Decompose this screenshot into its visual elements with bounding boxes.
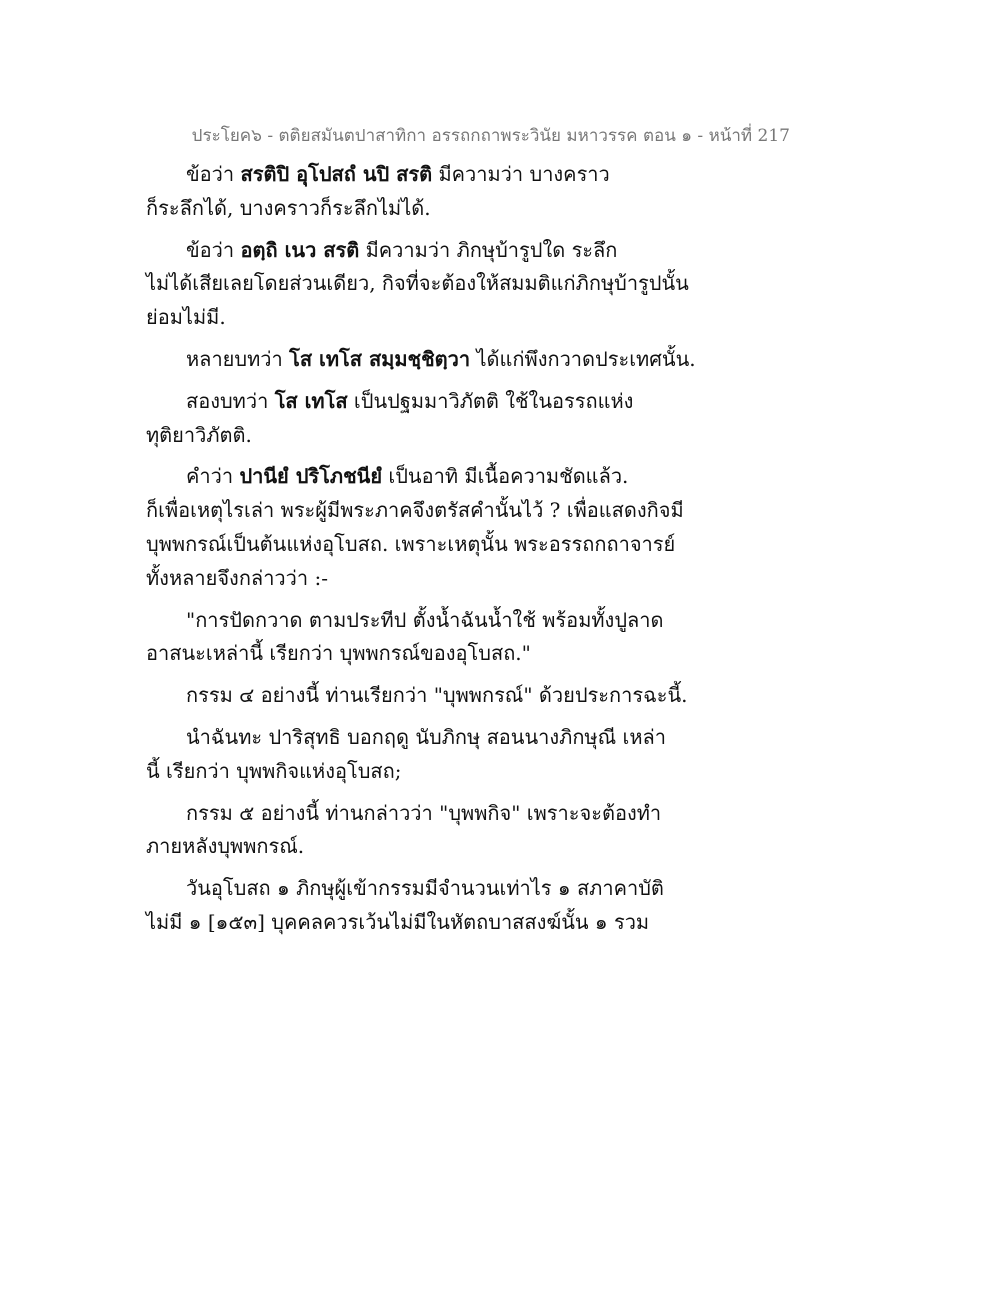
text-line: นำฉันทะ ปาริสุทธิ บอกฤดู นับภิกษุ สอนนางภิกษุณี เหล่า: [186, 724, 667, 749]
text-run: เป็นอาทิ มีเนื้อความชัดแล้ว.: [382, 464, 629, 489]
paragraph: [146, 797, 686, 865]
text-line: บุพพกรณ์เป็นต้นแห่งอุโบสถ. เพราะเหตุนั้น พระอรรถกถาจารย์: [146, 531, 676, 556]
paragraph: [146, 385, 686, 453]
paragraph: [146, 343, 696, 377]
text-run: หลายบทว่า: [186, 346, 290, 371]
text-line: "การปัดกวาด ตามประทีป ตั้งน้ำฉันน้ำใช้ พร้อมทั้งปูลาด: [186, 607, 664, 632]
pali-term: โส เทโส สมฺมชฺชิตฺวา: [289, 346, 471, 371]
text-run: ข้อว่า: [186, 237, 241, 262]
paragraph: [146, 158, 686, 226]
text-line: กรรม ๔ อย่างนี้ ท่านเรียกว่า "บุพพกรณ์" ด้วยประการฉะนี้.: [186, 683, 688, 708]
text-line: วันอุโบสถ ๑ ภิกษุผู้เข้ากรรมมีจำนวนเท่าไร ๑ สภาคาบัติ: [186, 876, 664, 901]
paragraph: [146, 721, 686, 789]
text-line: นี้ เรียกว่า บุพพกิจแห่งอุโบสถ;: [146, 758, 402, 783]
text-line: ทั้งหลายจึงกล่าวว่า :-: [146, 565, 328, 590]
pali-term: สรติปิ อุโปสถํ นปิ สรติ: [240, 162, 433, 186]
text-line: ภายหลังบุพพกรณ์.: [146, 834, 305, 859]
paragraph: [146, 234, 689, 335]
text-line: ไม่ได้เสียเลยโดยส่วนเดียว, กิจที่จะต้องให้สมมติแก่ภิกษุบ้ารูปนั้น: [146, 271, 689, 296]
text-line: ไม่มี ๑ [๑๕๓] บุคคลควรเว้นไม่มีในหัตถบาสสงฆ์นั้น ๑ รวม: [146, 909, 650, 934]
paragraph: [146, 679, 686, 713]
text-run: สองบทว่า: [186, 388, 275, 413]
text-line: ก็ระลึกได้, บางคราวก็ระลึกไม่ได้.: [146, 195, 431, 220]
text-run: เป็นปฐมมาวิภัตติ ใช้ในอรรถแห่ง: [347, 388, 634, 413]
text-run: มีความว่า ภิกษุบ้ารูปใด ระลึก: [359, 237, 618, 262]
paragraph: [146, 872, 686, 940]
running-header: ประโยค๖ - ตติยสมันตปาสาทิกา อรรถกถาพระวินัย มหาวรรค ตอน ๑ - หน้าที่ 217: [191, 126, 790, 146]
text-line: [146, 343, 696, 377]
page-body: [146, 158, 696, 940]
text-line: ก็เพื่อเหตุไรเล่า พระผู้มีพระภาคจึงตรัสคำนั้นไว้ ? เพื่อแสดงกิจมี: [146, 498, 684, 523]
text-run: คำว่า: [186, 464, 240, 489]
text-run: ข้อว่า: [186, 162, 241, 186]
text-run: ได้แก่พึงกวาดประเทศนั้น.: [470, 346, 696, 371]
pali-term: โส เทโส: [274, 388, 348, 413]
text-line: กรรม ๕ อย่างนี้ ท่านกล่าวว่า "บุพพกิจ" เพราะจะต้องทำ: [186, 800, 662, 825]
text-line: [146, 158, 686, 192]
text-line: อาสนะเหล่านี้ เรียกว่า บุพพกรณ์ของอุโบสถ.": [146, 641, 531, 666]
text-line: [146, 460, 686, 494]
text-run: มีความว่า บางคราว: [432, 162, 610, 186]
pali-term: ปานียํ ปริโภชนียํ: [239, 464, 383, 489]
text-line: [146, 234, 686, 268]
paragraph: [146, 460, 686, 595]
quote-paragraph: [146, 604, 686, 672]
pali-term: อตฺถิ เนว สรติ: [240, 237, 360, 262]
text-line: ทุติยาวิภัตติ.: [146, 422, 252, 447]
text-line: [146, 385, 686, 419]
text-line: ย่อมไม่มี.: [146, 305, 226, 330]
